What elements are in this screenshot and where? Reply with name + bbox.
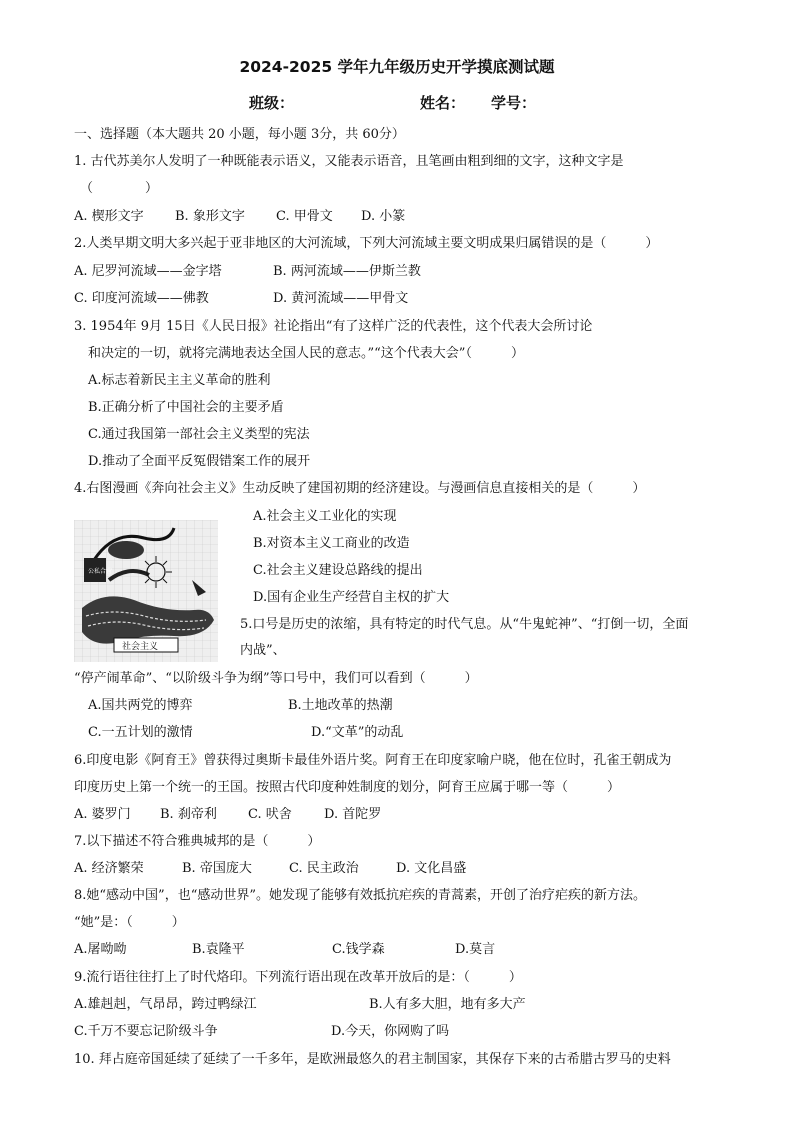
q8-option-a: A.屠呦呦 [74,942,127,957]
q6-option-d: D. 首陀罗 [324,807,382,822]
q9-stem: 9.流行语往往打上了时代烙印。下列流行语出现在改革开放后的是：（ ） [74,970,522,985]
q8-stem-2: “她”是：（ ） [74,915,185,930]
q2-stem: 2.人类早期文明大多兴起于亚非地区的大河流域，下列大河流域主要文明成果归属错误的是（ ） [74,236,659,251]
q1-option-b: B. 象形文字 [175,209,245,224]
q9-option-c: C.千万不要忘记阶级斗争 [74,1024,218,1039]
cartoon-drawing [74,520,218,662]
name-label: 姓名： [420,94,466,112]
q9-option-d: D.今天，你网购了吗 [331,1024,450,1039]
q8-option-c: C.钱学森 [332,942,385,957]
q4-stem: 4.右图漫画《奔向社会主义》生动反映了建国初期的经济建设。与漫画信息直接相关的是（ ） [74,481,646,496]
q3-option-d: D.推动了全面平反冤假错案工作的展开 [88,454,311,469]
q7-option-a: A. 经济繁荣 [74,861,144,876]
q3-option-b: B.正确分析了中国社会的主要矛盾 [88,400,284,415]
cartoon-sign-text: 公私合营 [88,568,113,575]
cartoon-image [74,520,218,662]
q1-option-d: D. 小篆 [361,209,406,224]
section-heading: 一、选择题（本大题共 20 小题，每小题 3分，共 60分） [74,127,405,142]
q5-stem-1: 5.口号是历史的浓缩，具有特定的时代气息。从“牛鬼蛇神”、“打倒一切，全面 [240,617,689,632]
q7-option-d: D. 文化昌盛 [396,861,467,876]
q3-stem-2: 和决定的一切，就将完满地表达全国人民的意志。”“这个代表大会”（ ） [88,346,524,361]
q5-option-b: B.土地改革的热潮 [288,698,393,713]
q9-option-b: B.人有多大胆，地有多大产 [369,997,526,1012]
q6-stem-2: 印度历史上第一个统一的王国。按照古代印度种姓制度的划分，阿育王应属于哪一等（ ） [74,780,621,795]
q2-option-b: B. 两河流域——伊斯兰教 [273,264,421,279]
q3-option-c: C.通过我国第一部社会主义类型的宪法 [88,427,310,442]
student-id-label: 学号： [491,94,537,112]
q7-stem: 7.以下描述不符合雅典城邦的是（ ） [74,834,321,849]
class-label: 班级： [249,94,295,112]
q8-option-b: B.袁隆平 [192,942,245,957]
q6-stem-1: 6.印度电影《阿育王》曾获得过奥斯卡最佳外语片奖。阿育王在印度家喻户晓，他在位时，孔雀王朝成为 [74,753,672,768]
q7-option-c: C. 民主政治 [289,861,359,876]
q5-option-c: C.一五计划的激情 [88,725,193,740]
q10-stem: 10. 拜占庭帝国延续了延续了一千多年，是欧洲最悠久的君主制国家，其保存下来的古希腊古罗马的史料 [74,1052,671,1067]
q6-option-b: B. 刹帝利 [160,807,217,822]
q6-option-a: A. 婆罗门 [74,807,131,822]
cartoon-banner-text: 社会主义 [122,642,159,652]
q5-stem-3: “停产闹革命”、“以阶级斗争为纲”等口号中，我们可以看到（ ） [74,671,478,686]
q3-option-a: A.标志着新民主主义革命的胜利 [88,373,271,388]
q4-option-c: C.社会主义建设总路线的提出 [253,563,423,578]
q5-option-a: A.国共两党的博弈 [88,698,193,713]
exam-title: 2024-2025 学年九年级历史开学摸底测试题 [239,58,555,76]
q5-stem-2: 内战”、 [240,643,286,658]
q6-option-c: C. 吠舍 [248,807,292,822]
q2-option-c: C. 印度河流域——佛教 [74,291,209,306]
student-info-row [0,92,794,112]
q1-stem: 1. 古代苏美尔人发明了一种既能表示语义，又能表示语音，且笔画由粗到细的文字，这种文字是 [74,154,624,169]
q1-answer-blank: （ ） [80,181,159,196]
q8-stem-1: 8.她“感动中国”，也“感动世界”。她发现了能够有效抵抗疟疾的青蒿素，开创了治疗疟疾的新方法。 [74,888,646,903]
q2-option-d: D. 黄河流域——甲骨文 [273,291,409,306]
q9-option-a: A.雄赳赳，气昂昂，跨过鸭绿江 [74,997,257,1012]
q4-option-a: A.社会主义工业化的实现 [253,509,397,524]
q1-option-c: C. 甲骨文 [276,209,333,224]
q3-stem-1: 3. 1954年 9月 15日《人民日报》社论指出“有了这样广泛的代表性，这个代表大会所讨论 [74,319,593,334]
cartoon-head-shape [108,541,144,559]
q4-option-d: D.国有企业生产经营自主权的扩大 [253,590,450,605]
q7-option-b: B. 帝国庞大 [182,861,252,876]
q1-option-a: A. 楔形文字 [74,209,144,224]
q2-option-a: A. 尼罗河流域——金字塔 [74,264,222,279]
q8-option-d: D.莫言 [455,942,496,957]
q4-option-b: B.对资本主义工商业的改造 [253,536,410,551]
q5-option-d: D.“文革”的动乱 [311,725,404,740]
